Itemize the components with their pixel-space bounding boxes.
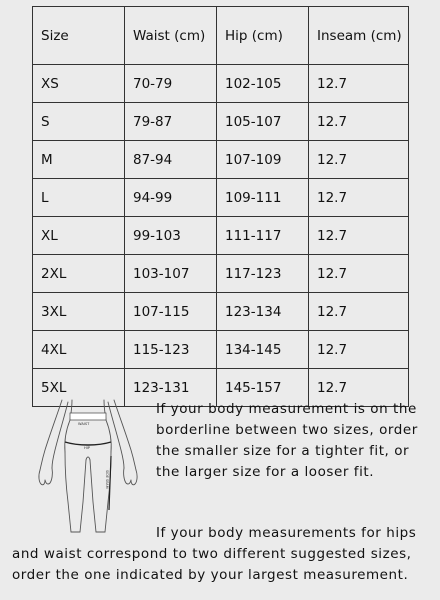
cell-inseam: 12.7 — [309, 331, 409, 369]
cell-waist: 123-131 — [125, 369, 217, 407]
table-row — [33, 255, 409, 293]
table-row — [33, 293, 409, 331]
cell-waist: 87-94 — [125, 141, 217, 179]
cell-hip: 117-123 — [217, 255, 309, 293]
different-sizes-note: If your body measurements for hips and waist correspond to two different suggested sizes, order the one indicated by your largest measurement. — [12, 525, 417, 583]
cell-hip: 105-107 — [217, 103, 309, 141]
table-row — [33, 141, 409, 179]
cell-inseam: 12.7 — [309, 217, 409, 255]
borderline-size-note: If your body measurement is on the borderline between two sizes, order the smaller size for a tighter fit, or the larger size for a looser fit. — [156, 401, 418, 480]
cell-inseam: 12.7 — [309, 179, 409, 217]
waist-label: WAIST — [78, 422, 90, 426]
table-header-row — [33, 7, 409, 65]
cell-waist: 99-103 — [125, 217, 217, 255]
table-row — [33, 103, 409, 141]
cell-inseam: 12.7 — [309, 141, 409, 179]
cell-hip: 109-111 — [217, 179, 309, 217]
table-row — [33, 217, 409, 255]
cell-waist: 94-99 — [125, 179, 217, 217]
cell-size: L — [33, 179, 125, 217]
cell-waist: 115-123 — [125, 331, 217, 369]
header-hip: Hip (cm) — [217, 7, 309, 65]
cell-inseam: 12.7 — [309, 103, 409, 141]
body-measurement-figure — [28, 398, 148, 538]
cell-hip: 134-145 — [217, 331, 309, 369]
cell-hip: 123-134 — [217, 293, 309, 331]
cell-inseam: 12.7 — [309, 369, 409, 407]
cell-size: M — [33, 141, 125, 179]
cell-size: 4XL — [33, 331, 125, 369]
cell-waist: 79-87 — [125, 103, 217, 141]
header-inseam: Inseam (cm) — [309, 7, 409, 65]
cell-size: XL — [33, 217, 125, 255]
cell-size: XS — [33, 65, 125, 103]
cell-waist: 103-107 — [125, 255, 217, 293]
table-row — [33, 179, 409, 217]
cell-hip: 102-105 — [217, 65, 309, 103]
side-seam-label: SIDE SEAM — [105, 470, 109, 489]
header-size: Size — [33, 7, 125, 65]
waist-band — [70, 413, 106, 420]
hip-line — [65, 442, 111, 445]
cell-size: S — [33, 103, 125, 141]
table-row — [33, 331, 409, 369]
size-chart-table — [32, 6, 409, 407]
cell-inseam: 12.7 — [309, 293, 409, 331]
cell-hip: 107-109 — [217, 141, 309, 179]
hip-label: HIP — [84, 446, 90, 450]
cell-size: 5XL — [33, 369, 125, 407]
cell-size: 3XL — [33, 293, 125, 331]
cell-hip: 145-157 — [217, 369, 309, 407]
cell-waist: 70-79 — [125, 65, 217, 103]
table-row — [33, 65, 409, 103]
cell-size: 2XL — [33, 255, 125, 293]
cell-hip: 111-117 — [217, 217, 309, 255]
header-waist: Waist (cm) — [125, 7, 217, 65]
cell-inseam: 12.7 — [309, 65, 409, 103]
cell-waist: 107-115 — [125, 293, 217, 331]
cell-inseam: 12.7 — [309, 255, 409, 293]
